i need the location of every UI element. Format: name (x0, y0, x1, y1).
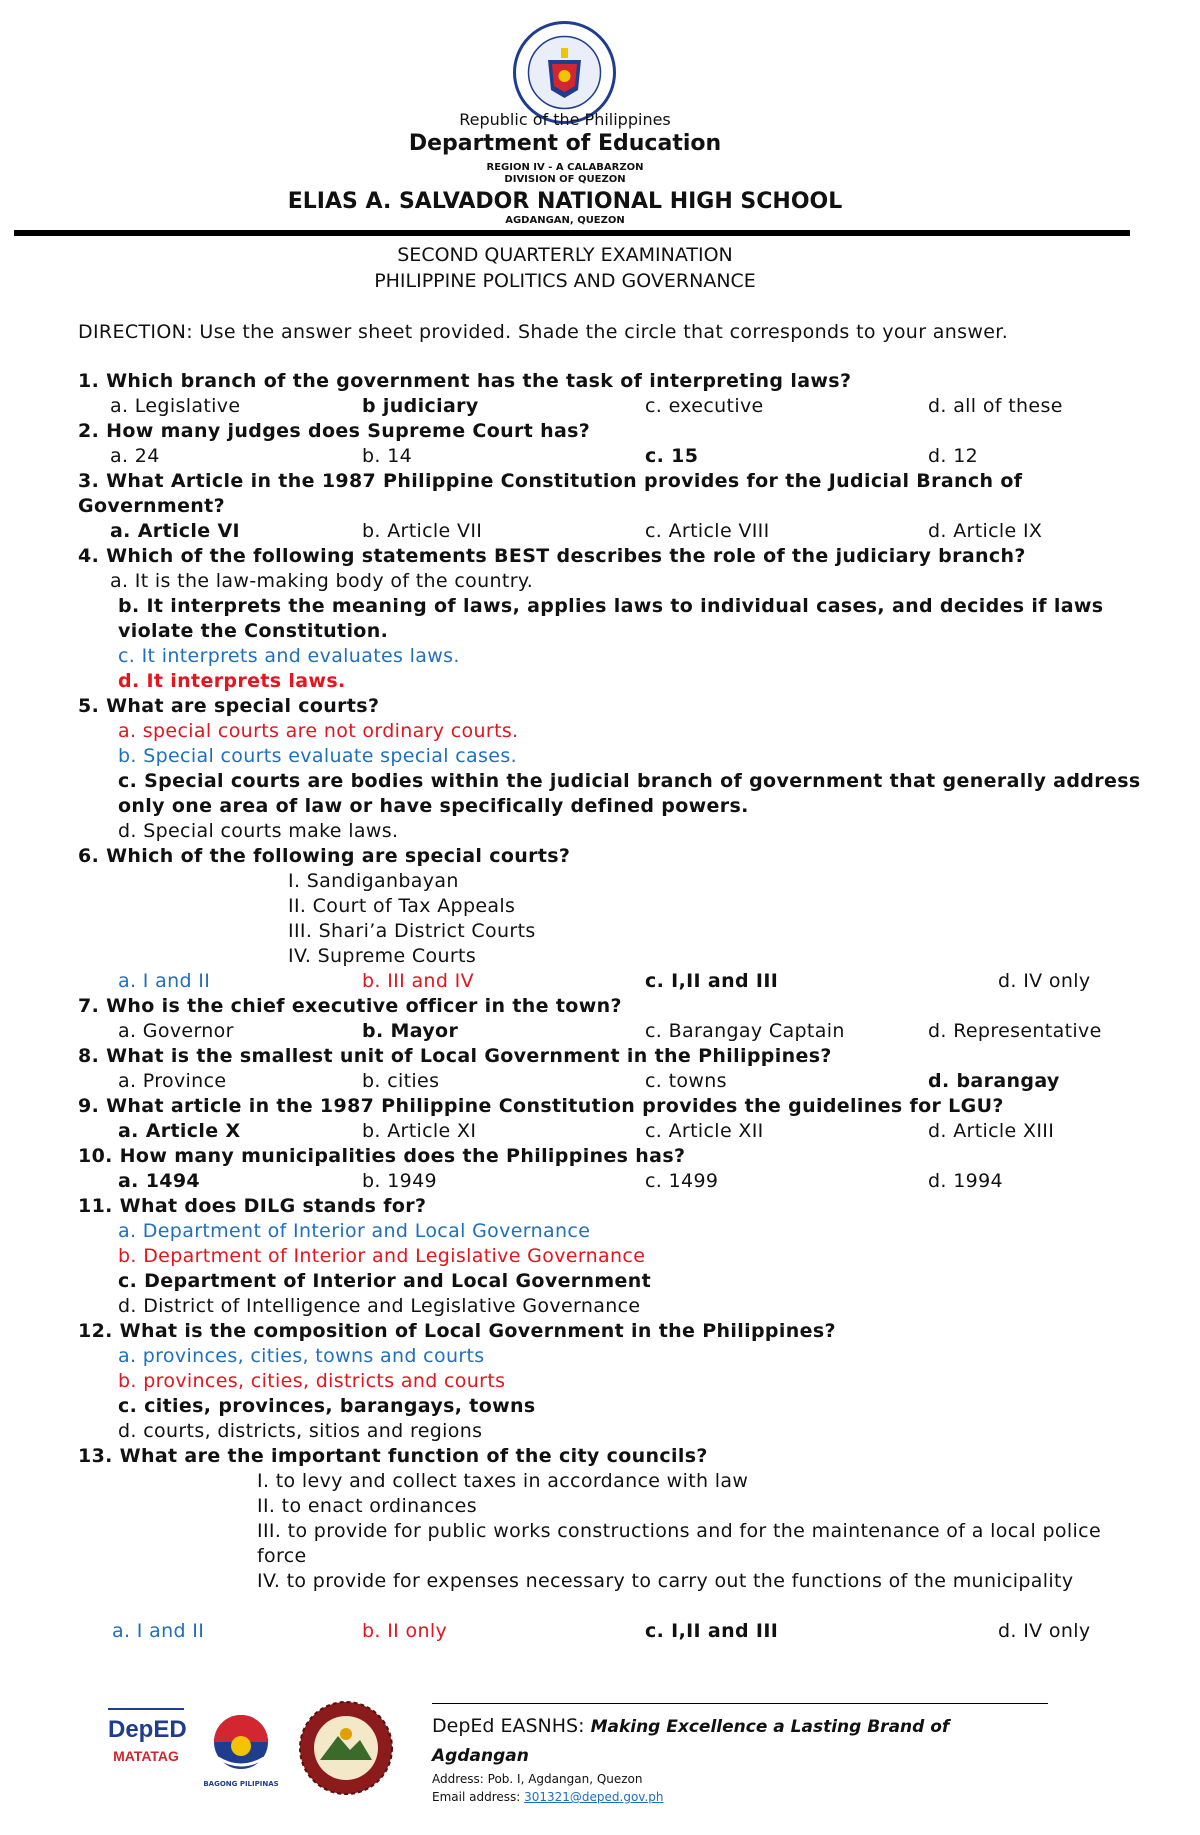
q6-item-2: II. Court of Tax Appeals (288, 895, 516, 917)
q8-option-c[interactable]: c. towns (645, 1070, 727, 1092)
q3-option-d[interactable]: d. Article IX (928, 520, 1043, 542)
question-2: 2. How many judges does Supreme Court has? (78, 420, 591, 442)
question-3: 3. What Article in the 1987 Philippine Constitution provides for the Judicial Branch of Government? (78, 470, 1023, 517)
q2-option-d[interactable]: d. 12 (928, 445, 979, 467)
q13-option-c[interactable]: c. I,II and III (645, 1620, 779, 1642)
direction-label: DIRECTION (78, 321, 187, 343)
q6-item-3: III. Shari’a District Courts (288, 920, 536, 942)
motto-prefix: DepEd EASNHS: (432, 1715, 591, 1737)
q13-item-3: III. to provide for public works constructions and for the maintenance of a local police force (257, 1520, 1101, 1567)
q1-option-b[interactable]: b judiciary (362, 395, 479, 417)
q13-item-1: I. to levy and collect taxes in accordance with law (257, 1470, 749, 1492)
q13-option-b[interactable]: b. II only (362, 1620, 448, 1642)
q8-option-a[interactable]: a. Province (118, 1070, 227, 1092)
school-motto (432, 1712, 1032, 1770)
question-11: 11. What does DILG stands for? (78, 1195, 427, 1217)
q6-option-b[interactable]: b. III and IV (362, 970, 474, 992)
q5-option-b[interactable]: b. Special courts evaluate special cases. (118, 745, 517, 767)
q7-option-b[interactable]: b. Mayor (362, 1020, 459, 1042)
question-9: 9. What article in the 1987 Philippine Constitution provides the guidelines for LGU? (78, 1095, 1004, 1117)
q11-option-a[interactable]: a. Department of Interior and Local Governance (118, 1220, 591, 1242)
q6-option-a[interactable]: a. I and II (118, 970, 211, 992)
footer-divider (432, 1703, 1048, 1704)
q9-option-b[interactable]: b. Article XI (362, 1120, 477, 1142)
q10-option-a[interactable]: a. 1494 (118, 1170, 200, 1192)
q2-option-a[interactable]: a. 24 (110, 445, 160, 467)
q1-option-d[interactable]: d. all of these (928, 395, 1063, 417)
q3-option-a[interactable]: a. Article VI (110, 520, 240, 542)
q1-option-c[interactable]: c. executive (645, 395, 764, 417)
school-address: Address: Pob. I, Agdangan, Quezon (432, 1772, 643, 1786)
question-12: 12. What is the composition of Local Government in the Philippines? (78, 1320, 836, 1342)
q12-option-d[interactable]: d. courts, districts, sitios and regions (118, 1420, 483, 1442)
q10-option-b[interactable]: b. 1949 (362, 1170, 437, 1192)
q8-option-b[interactable]: b. cities (362, 1070, 440, 1092)
email-line (432, 1788, 664, 1806)
q11-option-b[interactable]: b. Department of Interior and Legislative Governance (118, 1245, 646, 1267)
q3-option-b[interactable]: b. Article VII (362, 520, 483, 542)
question-7: 7. Who is the chief executive officer in the town? (78, 995, 622, 1017)
exam-title: SECOND QUARTERLY EXAMINATION (397, 244, 733, 266)
q6-item-4: IV. Supreme Courts (288, 945, 477, 967)
q5-option-c[interactable]: c. Special courts are bodies within the judicial branch of government that generally address only one area of law or have specifically defined powers. (118, 770, 1141, 817)
q9-option-d[interactable]: d. Article XIII (928, 1120, 1055, 1142)
school-seal-logo (298, 1700, 394, 1796)
q11-option-d[interactable]: d. District of Intelligence and Legislative Governance (118, 1295, 641, 1317)
exam-subject: PHILIPPINE POLITICS AND GOVERNANCE (374, 270, 756, 292)
header-divider (14, 230, 1130, 236)
q13-option-d[interactable]: d. IV only (998, 1620, 1091, 1642)
school-name: ELIAS A. SALVADOR NATIONAL HIGH SCHOOL (287, 189, 843, 214)
q5-option-d[interactable]: d. Special courts make laws. (118, 820, 399, 842)
q7-option-c[interactable]: c. Barangay Captain (645, 1020, 845, 1042)
q8-option-d[interactable]: d. barangay (928, 1070, 1060, 1092)
q12-option-a[interactable]: a. provinces, cities, towns and courts (118, 1345, 485, 1367)
republic-line: Republic of the Philippines (459, 110, 671, 129)
region-line: REGION IV - A CALABARZON (486, 162, 644, 173)
division-line: DIVISION OF QUEZON (504, 174, 626, 185)
bagong-pilipinas-logo (198, 1712, 284, 1792)
q11-option-c[interactable]: c. Department of Interior and Local Government (118, 1270, 652, 1292)
q13-option-a[interactable]: a. I and II (112, 1620, 205, 1642)
email-label: Email address: (432, 1790, 525, 1804)
department-title: Department of Education (408, 131, 722, 156)
q1-option-a[interactable]: a. Legislative (110, 395, 241, 417)
q12-option-c[interactable]: c. cities, provinces, barangays, towns (118, 1395, 536, 1417)
direction (78, 320, 1138, 345)
bagong-pilipinas-wordmark: BAGONG PILIPINAS (203, 1780, 279, 1788)
question-4: 4. Which of the following statements BEST describes the role of the judiciary branch? (78, 545, 1026, 567)
q6-option-c[interactable]: c. I,II and III (645, 970, 779, 992)
email-link[interactable]: 301321@deped.gov.ph (524, 1790, 664, 1804)
q4-option-a[interactable]: a. It is the law-making body of the country. (110, 570, 534, 592)
q7-option-d[interactable]: d. Representative (928, 1020, 1102, 1042)
q13-item-2: II. to enact ordinances (257, 1495, 477, 1517)
question-5: 5. What are special courts? (78, 695, 380, 717)
question-10: 10. How many municipalities does the Philippines has? (78, 1145, 686, 1167)
motto-italic: Making Excellence a Lasting Brand of Agdangan (432, 1717, 950, 1766)
q12-option-b[interactable]: b. provinces, cities, districts and courts (118, 1370, 506, 1392)
deped-wordmark: DepED (108, 1716, 187, 1743)
school-location: AGDANGAN, QUEZON (505, 215, 625, 226)
q2-option-c[interactable]: c. 15 (645, 445, 699, 467)
q6-option-d[interactable]: d. IV only (998, 970, 1091, 992)
q4-option-b[interactable]: b. It interprets the meaning of laws, applies laws to individual cases, and decides if laws violate the Constitution. (118, 595, 1104, 642)
q7-option-a[interactable]: a. Governor (118, 1020, 234, 1042)
question-6: 6. Which of the following are special courts? (78, 845, 571, 867)
deped-matatag-logo (108, 1708, 187, 1792)
q5-option-a[interactable]: a. special courts are not ordinary courts. (118, 720, 519, 742)
direction-text: : Use the answer sheet provided. Shade the circle that corresponds to your answer. (186, 321, 1009, 343)
q13-item-4: IV. to provide for expenses necessary to carry out the functions of the municipality (257, 1570, 1074, 1592)
q10-option-c[interactable]: c. 1499 (645, 1170, 719, 1192)
question-1: 1. Which branch of the government has the task of interpreting laws? (78, 370, 852, 392)
q6-item-1: I. Sandiganbayan (288, 870, 459, 892)
q10-option-d[interactable]: d. 1994 (928, 1170, 1003, 1192)
matatag-wordmark: MATATAG (113, 1748, 179, 1764)
q9-option-c[interactable]: c. Article XII (645, 1120, 764, 1142)
question-13: 13. What are the important function of the city councils? (78, 1445, 708, 1467)
q4-option-c[interactable]: c. It interprets and evaluates laws. (118, 645, 460, 667)
q9-option-a[interactable]: a. Article X (118, 1120, 241, 1142)
q3-option-c[interactable]: c. Article VIII (645, 520, 770, 542)
q4-option-d[interactable]: d. It interprets laws. (118, 670, 346, 692)
question-8: 8. What is the smallest unit of Local Government in the Philippines? (78, 1045, 832, 1067)
q2-option-b[interactable]: b. 14 (362, 445, 413, 467)
